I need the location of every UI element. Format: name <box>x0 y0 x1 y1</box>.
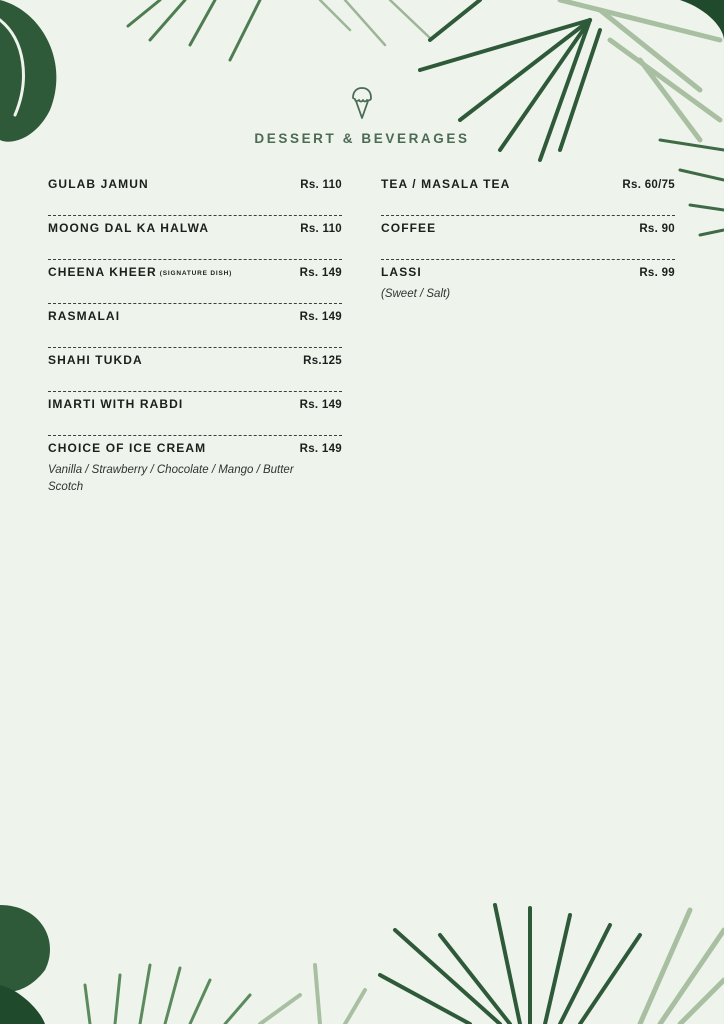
menu-item <box>381 172 675 216</box>
signature-tag: (SIGNATURE DISH) <box>159 270 233 277</box>
item-name: TEA / MASALA TEA <box>381 177 511 191</box>
item-name-text: CHEENA KHEER <box>48 265 157 279</box>
item-name <box>48 265 232 279</box>
item-price: Rs. 149 <box>299 399 342 411</box>
item-price: Rs. 110 <box>300 223 342 235</box>
item-name: CHOICE OF ICE CREAM <box>48 441 207 455</box>
menu-header <box>0 86 724 146</box>
menu-item <box>381 216 675 260</box>
menu-item <box>48 172 342 216</box>
menu-item <box>48 216 342 260</box>
item-price: Rs. 149 <box>299 443 342 455</box>
item-name: LASSI <box>381 265 422 279</box>
item-name: GULAB JAMUN <box>48 177 149 191</box>
item-description: Vanilla / Strawberry / Chocolate / Mango / Butter Scotch <box>48 464 294 493</box>
item-price: Rs.125 <box>303 355 342 367</box>
item-description: (Sweet / Salt) <box>381 288 451 300</box>
menu-title: DESSERT & BEVERAGES <box>254 131 470 146</box>
menu-item <box>48 260 342 304</box>
item-price: Rs. 60/75 <box>622 179 675 191</box>
item-price: Rs. 149 <box>299 311 342 323</box>
item-price: Rs. 110 <box>300 179 342 191</box>
ice-cream-icon <box>349 86 375 120</box>
item-price: Rs. 90 <box>639 223 675 235</box>
item-name: RASMALAI <box>48 309 121 323</box>
item-name: COFFEE <box>381 221 437 235</box>
menu-item <box>48 392 342 436</box>
menu-item <box>48 304 342 348</box>
item-name: SHAHI TUKDA <box>48 353 143 367</box>
item-price: Rs. 99 <box>639 267 675 279</box>
item-name: IMARTI WITH RABDI <box>48 397 184 411</box>
item-price: Rs. 149 <box>299 267 342 279</box>
menu-item <box>48 348 342 392</box>
menu-item <box>381 260 675 304</box>
item-name: MOONG DAL KA HALWA <box>48 221 210 235</box>
desserts-column <box>48 172 342 493</box>
menu-item <box>48 436 342 493</box>
beverages-column <box>381 172 675 304</box>
